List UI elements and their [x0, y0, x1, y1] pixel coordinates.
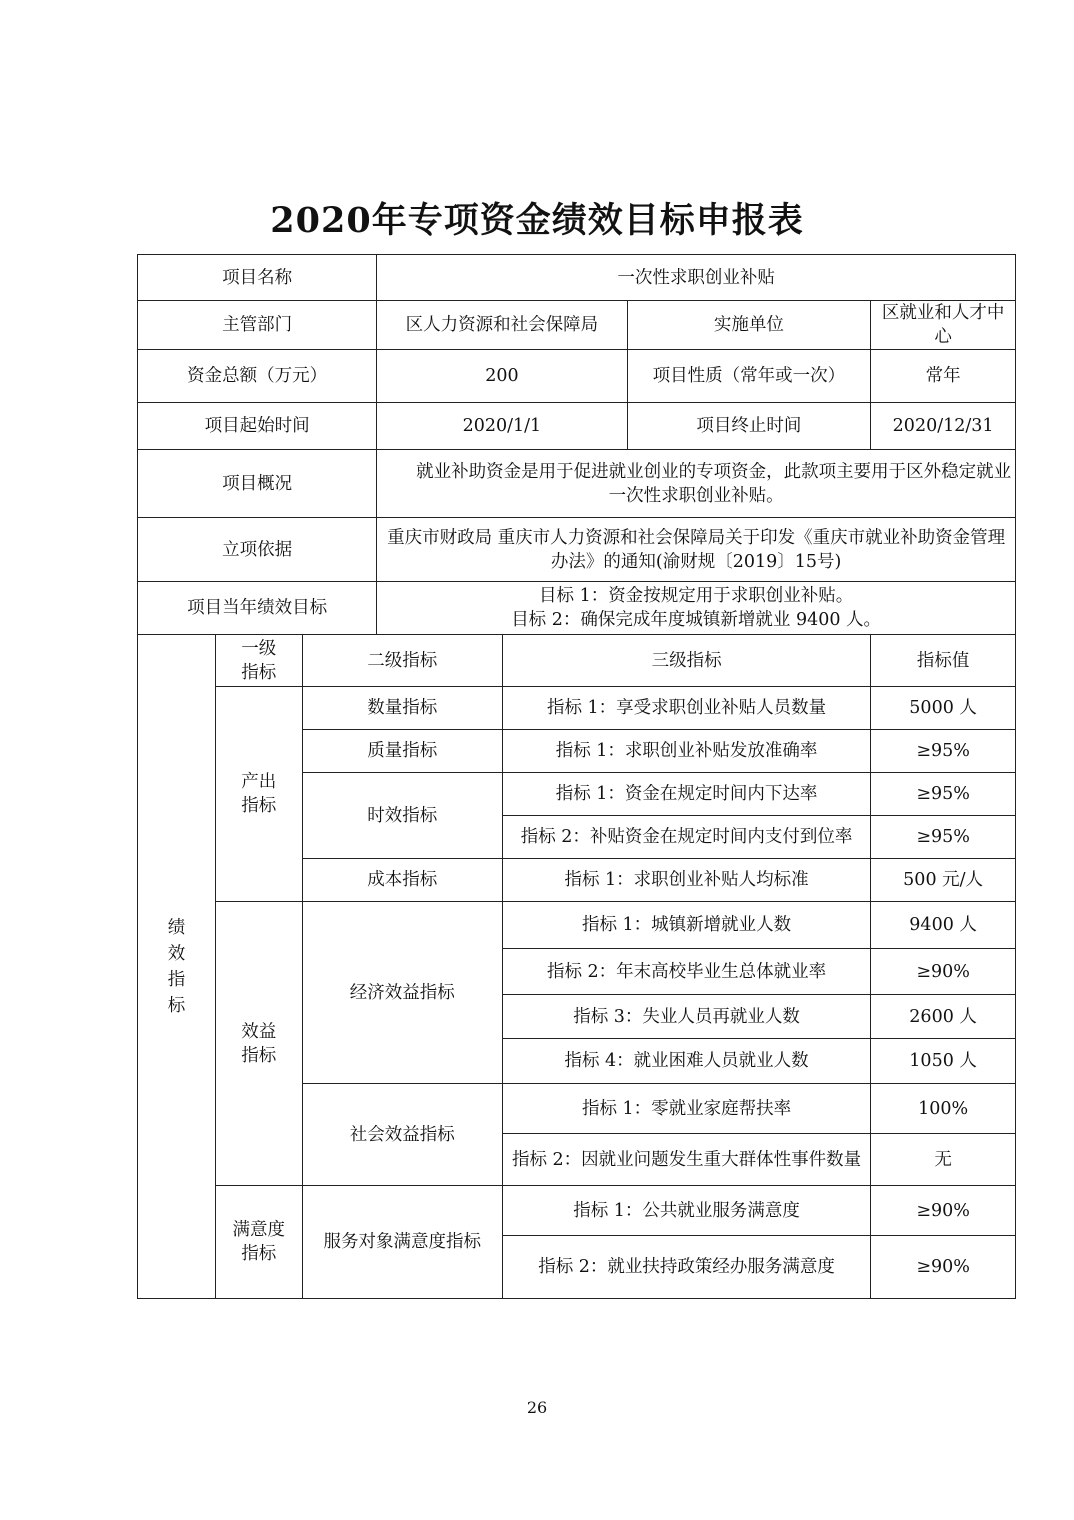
timeliness-label: 时效指标 — [302, 773, 502, 859]
indicator-value: ≥95% — [871, 730, 1016, 773]
quantity-label: 数量指标 — [302, 687, 502, 730]
end-value: 2020/12/31 — [871, 403, 1016, 450]
indicator-value: 5000 人 — [871, 687, 1016, 730]
header-value: 指标值 — [871, 635, 1016, 687]
table-row — [138, 902, 1016, 949]
goal-value — [377, 582, 1016, 635]
performance-target-table — [137, 254, 1016, 1299]
dept-value: 区人力资源和社会保障局 — [377, 301, 627, 350]
indicator-value: 2600 人 — [871, 995, 1016, 1039]
indicator-value: ≥90% — [871, 1186, 1016, 1236]
indicator-text: 指标 2：年末高校毕业生总体就业率 — [502, 949, 870, 995]
indicator-text: 指标 2：就业扶持政策经办服务满意度 — [502, 1236, 870, 1299]
project-name-value: 一次性求职创业补贴 — [377, 255, 1016, 301]
fund-label: 资金总额（万元） — [138, 350, 377, 403]
row-department — [138, 301, 1016, 350]
header-level2: 二级指标 — [302, 635, 502, 687]
nature-label: 项目性质（常年或一次） — [627, 350, 871, 403]
indicator-value: ≥90% — [871, 949, 1016, 995]
table-row — [138, 687, 1016, 730]
economic-label: 经济效益指标 — [302, 902, 502, 1084]
indicator-value: 无 — [871, 1134, 1016, 1186]
dept-label: 主管部门 — [138, 301, 377, 350]
overview-value: 就业补助资金是用于促进就业创业的专项资金，此款项主要用于区外稳定就业一次性求职创业补贴。 — [377, 450, 1016, 518]
indicator-text: 指标 1：享受求职创业补贴人员数量 — [502, 687, 870, 730]
indicator-value: 1050 人 — [871, 1039, 1016, 1084]
indicator-text: 指标 2：补贴资金在规定时间内支付到位率 — [502, 816, 870, 859]
row-basis — [138, 518, 1016, 582]
header-level1: 一级指标 — [215, 635, 302, 687]
output-label: 产出指标 — [215, 687, 302, 902]
overview-label: 项目概况 — [138, 450, 377, 518]
page-title: 2020年专项资金绩效目标申报表 — [270, 200, 804, 241]
table-row — [138, 1186, 1016, 1236]
basis-value: 重庆市财政局 重庆市人力资源和社会保障局关于印发《重庆市就业补助资金管理办法》的通知(渝财规〔2019〕15号) — [377, 518, 1016, 582]
goal-2: 目标 2：确保完成年度城镇新增就业 9400 人。 — [511, 610, 882, 630]
project-name-label: 项目名称 — [138, 255, 377, 301]
indicator-text: 指标 1：资金在规定时间内下达率 — [502, 773, 870, 816]
perf-header-row — [138, 635, 1016, 687]
benefit-label: 效益指标 — [215, 902, 302, 1186]
indicator-text: 指标 1：零就业家庭帮扶率 — [502, 1084, 870, 1134]
indicator-value: 100% — [871, 1084, 1016, 1134]
indicator-value: 9400 人 — [871, 902, 1016, 949]
nature-value: 常年 — [871, 350, 1016, 403]
indicator-text: 指标 1：城镇新增就业人数 — [502, 902, 870, 949]
goal-label: 项目当年绩效目标 — [138, 582, 377, 635]
row-overview — [138, 450, 1016, 518]
end-label: 项目终止时间 — [627, 403, 871, 450]
fund-value: 200 — [377, 350, 627, 403]
indicator-text: 指标 3：失业人员再就业人数 — [502, 995, 870, 1039]
start-label: 项目起始时间 — [138, 403, 377, 450]
header-level3: 三级指标 — [502, 635, 870, 687]
satisfaction-label: 满意度指标 — [215, 1186, 302, 1299]
indicator-text: 指标 1：公共就业服务满意度 — [502, 1186, 870, 1236]
page-number: 26 — [526, 1398, 548, 1417]
impl-value: 区就业和人才中心 — [871, 301, 1016, 350]
indicator-text: 指标 4：就业困难人员就业人数 — [502, 1039, 870, 1084]
indicator-value: ≥90% — [871, 1236, 1016, 1299]
basis-label: 立项依据 — [138, 518, 377, 582]
row-goal — [138, 582, 1016, 635]
quality-label: 质量指标 — [302, 730, 502, 773]
indicator-text: 指标 1：求职创业补贴发放准确率 — [502, 730, 870, 773]
indicator-text: 指标 2：因就业问题发生重大群体性事件数量 — [502, 1134, 870, 1186]
indicator-value: 500 元/人 — [871, 859, 1016, 902]
row-dates — [138, 403, 1016, 450]
start-value: 2020/1/1 — [377, 403, 627, 450]
indicator-value: ≥95% — [871, 773, 1016, 816]
impl-label: 实施单位 — [627, 301, 871, 350]
indicator-value: ≥95% — [871, 816, 1016, 859]
social-label: 社会效益指标 — [302, 1084, 502, 1186]
perf-side-label: 绩效指标 — [138, 635, 216, 1299]
goal-1: 目标 1：资金按规定用于求职创业补贴。 — [539, 586, 854, 606]
cost-label: 成本指标 — [302, 859, 502, 902]
indicator-text: 指标 1：求职创业补贴人均标准 — [502, 859, 870, 902]
service-label: 服务对象满意度指标 — [302, 1186, 502, 1299]
row-project-name — [138, 255, 1016, 301]
row-fund — [138, 350, 1016, 403]
